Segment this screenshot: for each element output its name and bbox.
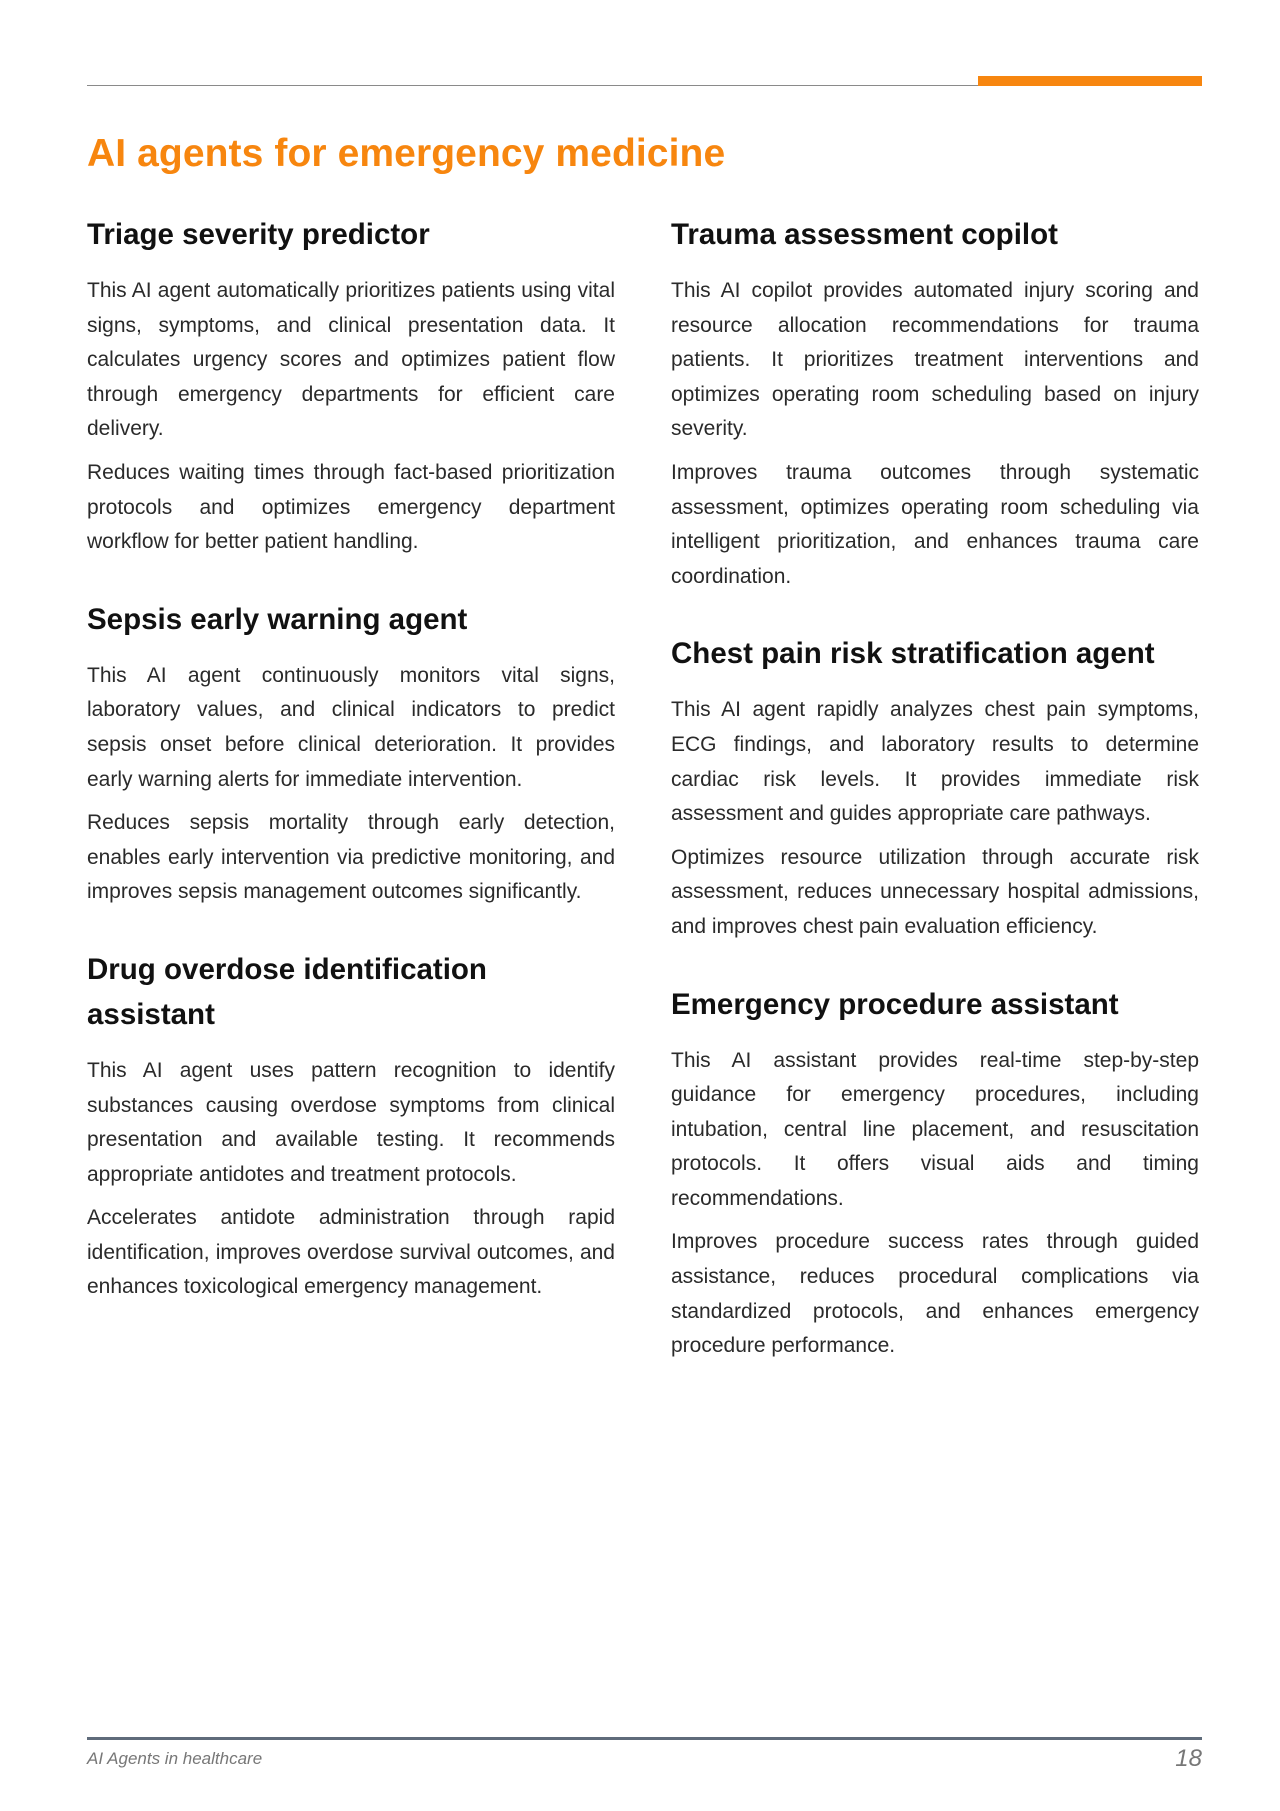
section-trauma-assessment-copilot [671,212,1199,594]
section-heading: Sepsis early warning agent [87,602,468,636]
page-number: 18 [1175,1745,1202,1772]
right-column [671,212,1199,1401]
section-description: This AI agent rapidly analyzes chest pain symptoms, ECG findings, and laboratory results to determine cardiac risk levels. It provides immediate risk assessment and guides appropriate care pathways. [671,698,1199,826]
section-description: This AI copilot provides automated injury scoring and resource allocation recommendations for trauma patients. It prioritizes treatment interventions and optimizes operating room scheduling based on injury severity. [671,279,1199,441]
left-column [87,212,615,1342]
section-heading: Emergency procedure assistant [671,987,1119,1021]
section-heading: Triage severity predictor [87,218,430,251]
section-sepsis-early-warning [87,597,615,910]
section-description: This AI assistant provides real-time step-by-step guidance for emergency procedures, including intubation, central line placement, and resuscitation protocols. It offers visual aids and timing recommendations. [671,1048,1199,1210]
section-drug-overdose-identification [87,947,615,1305]
section-benefit: Accelerates antidote administration through rapid identification, improves overdose survival outcomes, and enhances toxicological emergency management. [87,1206,615,1299]
section-heading: Drug overdose identification assistant [87,952,487,1031]
section-triage-severity-predictor [87,212,615,560]
header-accent-bar [978,76,1202,86]
section-benefit: Improves procedure success rates through guided assistance, reduces procedural complications via standardized protocols, and enhances emergency procedure performance. [671,1230,1199,1358]
section-heading: Chest pain risk stratification agent [671,637,1155,671]
section-description: This AI agent automatically prioritizes patients using vital signs, symptoms, and clinical presentation data. It calculates urgency scores and optimizes patient flow through emergency departments for efficient care delivery. [87,279,615,441]
section-chest-pain-risk-stratification [671,631,1199,944]
section-heading: Trauma assessment copilot [671,218,1058,251]
footer-title: AI Agents in healthcare [87,1749,263,1768]
section-benefit: Reduces sepsis mortality through early detection, enables early intervention via predictive monitoring, and improves sepsis management outcomes significantly. [87,811,615,904]
footer-rule [87,1737,1202,1740]
section-benefit: Improves trauma outcomes through systematic assessment, optimizes operating room scheduling via intelligent prioritization, and enhances trauma care coordination. [671,460,1199,588]
section-description: This AI agent uses pattern recognition to identify substances causing overdose symptoms from clinical presentation and available testing. It recommends appropriate antidotes and treatment protocols. [87,1058,615,1186]
section-emergency-procedure-assistant [671,982,1199,1364]
section-benefit: Reduces waiting times through fact-based prioritization protocols and optimizes emergency department workflow for better patient handling. [87,460,615,554]
page-title: AI agents for emergency medicine [87,132,726,175]
section-description: This AI agent continuously monitors vital signs, laboratory values, and clinical indicators to predict sepsis onset before clinical deterioration. It provides early warning alerts for immediate intervention. [87,663,615,791]
section-benefit: Optimizes resource utilization through accurate risk assessment, reduces unnecessary hospital admissions, and improves chest pain evaluation efficiency. [671,845,1199,938]
